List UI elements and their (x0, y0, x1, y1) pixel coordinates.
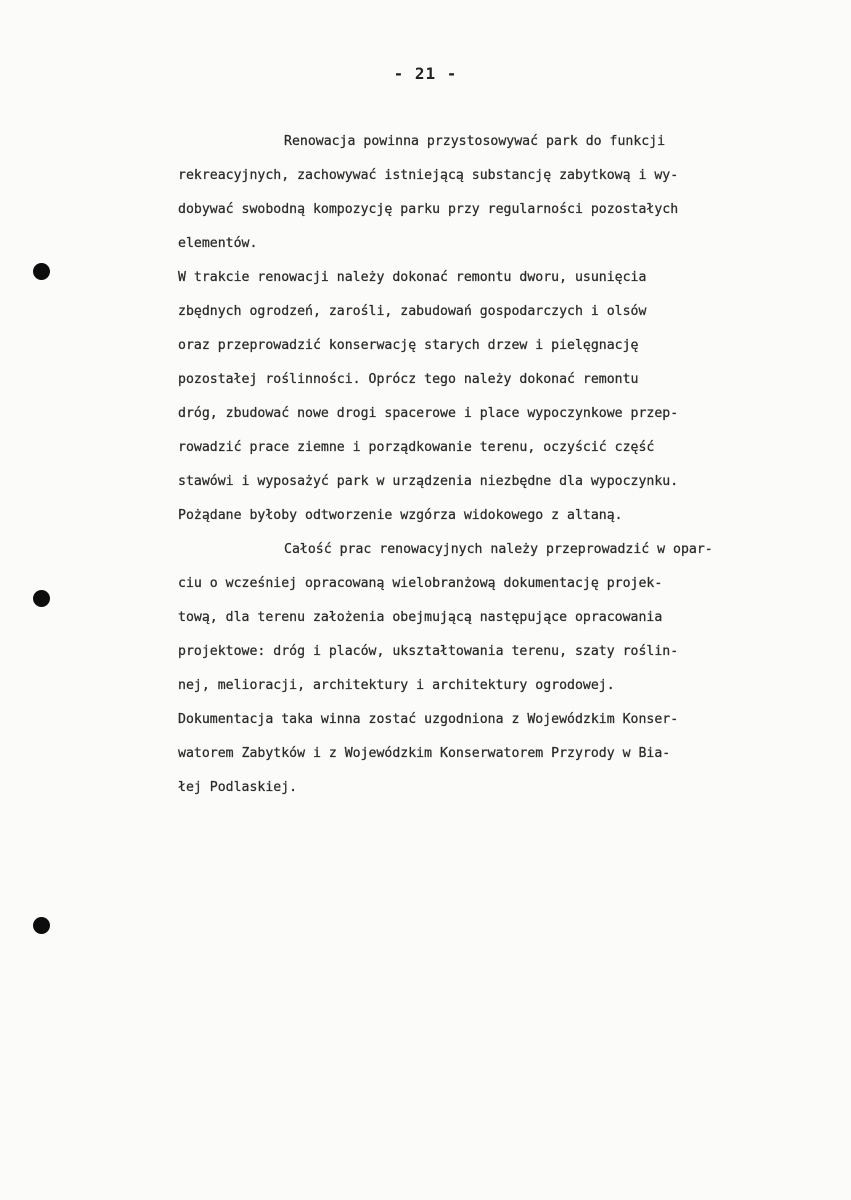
text-line: W trakcie renowacji należy dokonać remontu dworu, usunięcia (178, 270, 647, 285)
text-line: projektowe: dróg i placów, ukształtowania terenu, szaty roślin- (178, 644, 679, 659)
punch-hole-bottom (33, 917, 50, 934)
text-line: oraz przeprowadzić konserwację starych drzew i pielęgnację (178, 338, 639, 353)
text-line: ciu o wcześniej opracowaną wielobranżową dokumentację projek- (178, 576, 663, 591)
text-line: Dokumentacja taka winna zostać uzgodniona z Wojewódzkim Konser- (178, 712, 679, 727)
punch-hole-top (33, 263, 50, 280)
text-line: tową, dla terenu założenia obejmującą następujące opracowania (178, 610, 663, 625)
text-line: dróg, zbudować nowe drogi spacerowe i place wypoczynkowe przep- (178, 406, 679, 421)
text-line: rowadzić prace ziemne i porządkowanie terenu, oczyścić część (178, 440, 655, 455)
text-line: elementów. (178, 236, 258, 251)
text-line: dobywać swobodną kompozycję parku przy regularności pozostałych (178, 202, 679, 217)
punch-hole-middle (33, 590, 50, 607)
paragraph-documentation (178, 541, 838, 813)
text-line: Pożądane byłoby odtworzenie wzgórza widokowego z altaną. (178, 508, 623, 523)
text-line: watorem Zabytków i z Wojewódzkim Konserwatorem Przyrody w Bia- (178, 746, 671, 761)
text-line: zbędnych ogrodzeń, zarośli, zabudowań gospodarczych i olsów (178, 304, 647, 319)
text-line: łej Podlaskiej. (178, 780, 298, 795)
paragraph-renovation-goals (178, 133, 838, 541)
text-line: Renowacja powinna przystosowywać park do funkcji (284, 134, 666, 149)
text-line: Całość prac renowacyjnych należy przeprowadzić w opar- (284, 542, 713, 557)
page-number: - 21 - (393, 64, 458, 83)
text-line: pozostałej roślinności. Oprócz tego należy dokonać remontu (178, 372, 639, 387)
text-line: nej, melioracji, architektury i architektury ogrodowej. (178, 678, 615, 693)
text-line: stawówi i wyposażyć park w urządzenia niezbędne dla wypoczynku. (178, 474, 679, 489)
text-line: rekreacyjnych, zachowywać istniejącą substancję zabytkową i wy- (178, 168, 679, 183)
